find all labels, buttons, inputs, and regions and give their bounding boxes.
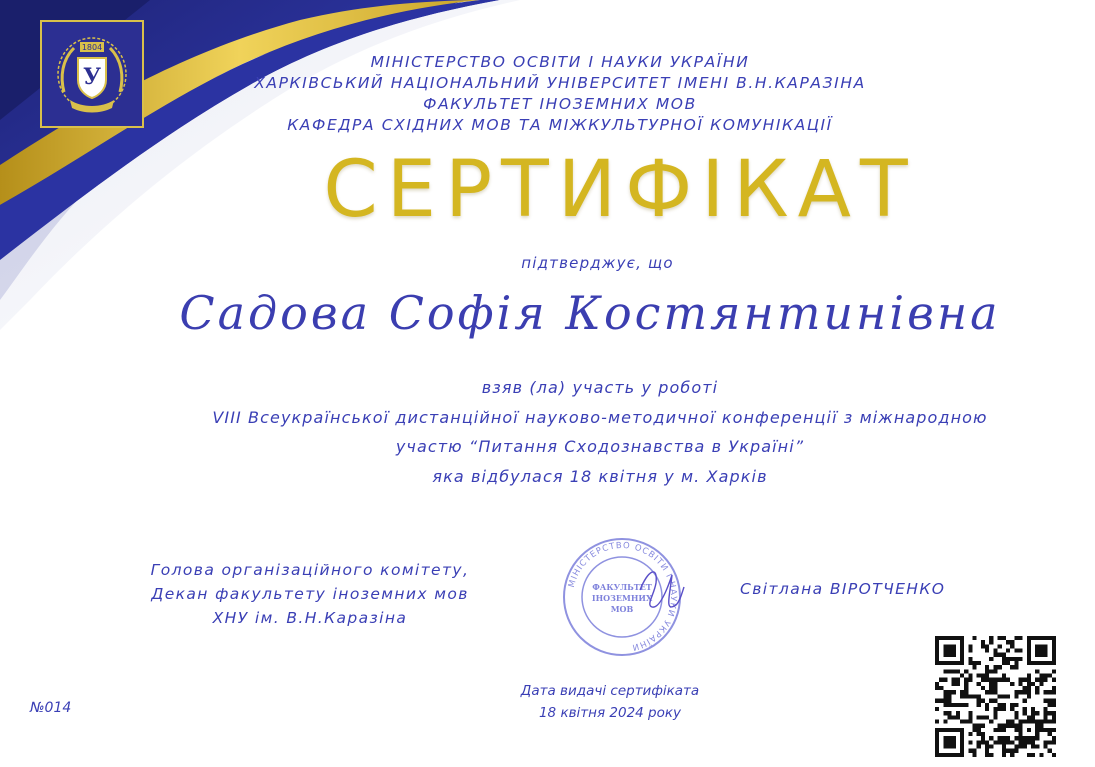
header-line-ministry: МІНІСТЕРСТВО ОСВІТИ І НАУКИ УКРАЇНИ [370, 53, 750, 71]
signatory-position-line-3: ХНУ ім. В.Н.Каразіна [212, 609, 408, 627]
stamp-center-line-2: ІНОЗЕМНИХ [591, 593, 653, 603]
certificate-number: №014 [30, 700, 72, 716]
issue-date-value: 18 квітня 2024 року [538, 705, 682, 721]
logo-year: 1804 [81, 43, 103, 52]
header-line-faculty: ФАКУЛЬТЕТ ІНОЗЕМНИХ МОВ [423, 95, 697, 113]
university-logo [40, 20, 144, 128]
qr-code-icon [935, 636, 1056, 757]
header-line-department: КАФЕДРА СХІДНИХ МОВ ТА МІЖКУЛЬТУРНОЇ КОМУНІКАЦІЇ [287, 116, 833, 134]
issue-date-label: Дата видачі сертифіката [520, 683, 700, 699]
university-crest-icon [42, 22, 142, 126]
confirms-text: підтверджує, що [521, 254, 674, 272]
participation-text [80, 373, 1095, 491]
body-line-4: яка відбулася 18 квітня у м. Харків [432, 466, 768, 486]
stamp-center-line-3: МОВ [610, 604, 634, 614]
institution-header [230, 52, 890, 136]
stamp-center-line-1: ФАКУЛЬТЕТ [592, 582, 652, 592]
body-line-1: взяв (ла) участь у роботі [481, 378, 719, 397]
logo-letter: У [83, 64, 101, 90]
signatory-position-line-1: Голова організаційного комітету, [150, 561, 470, 579]
official-stamp-icon [560, 535, 690, 665]
signatory-name: Світлана ВІРОТЧЕНКО [740, 580, 946, 598]
recipient-name: Садова Софія Костянтинівна [179, 286, 1001, 340]
stamp-ring-text: МІНІСТЕРСТВО ОСВІТИ І НАУКИ УКРАЇНИ [566, 540, 679, 653]
body-line-3: участю “Питання Сходознавства в Україні” [395, 437, 805, 456]
signatory-position [80, 558, 540, 630]
certificate-title: СЕРТИФІКАТ [323, 145, 917, 235]
header-line-university: ХАРКІВСЬКИЙ НАЦІОНАЛЬНИЙ УНІВЕРСИТЕТ ІМЕНІ В.Н.КАРАЗІНА [254, 74, 866, 92]
signatory-position-line-2: Декан факультету іноземних мов [151, 585, 469, 603]
issue-date-block [490, 680, 730, 724]
body-line-2: VIII Всеукраїнської дистанційної науково-методичної конференції з міжнародною [212, 407, 988, 427]
